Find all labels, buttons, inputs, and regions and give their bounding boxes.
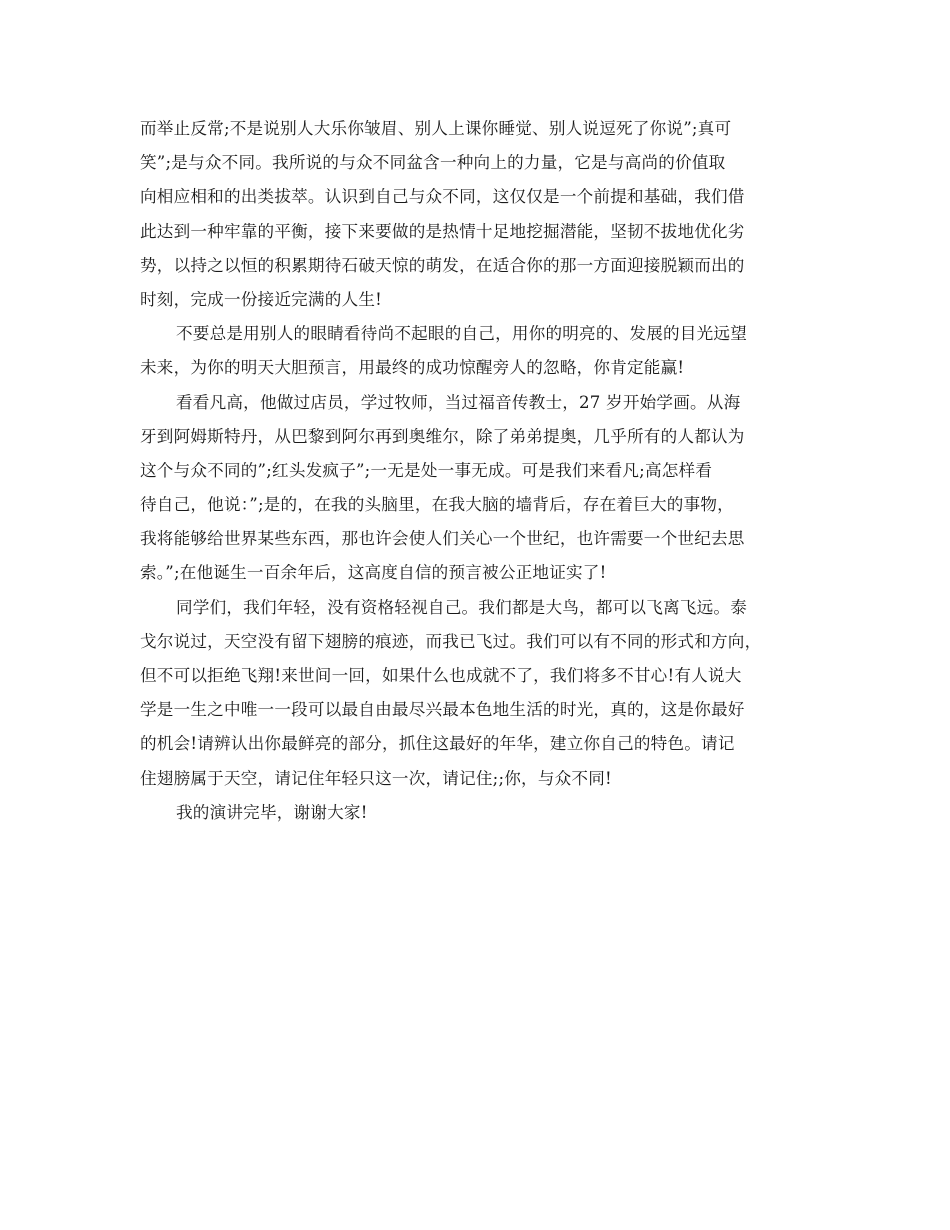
text-line: 待自己，他说：”;是的，在我的头脑里，在我大脑的墙背后，存在着巨大的事物， — [140, 495, 734, 515]
text-line: 笑”;是与众不同。我所说的与众不同盆含一种向上的力量，它是与高尚的价值取 — [140, 153, 726, 173]
text-line: 势，以持之以恒的积累期待石破天惊的萌发，在适合你的那一方面迎接脱颖而出的 — [140, 255, 745, 275]
paragraph-3 — [140, 386, 812, 591]
paragraph-1 — [140, 112, 812, 317]
paragraph-4 — [140, 591, 812, 796]
text-line: 我将能够给世界某些东西，那也许会使人们关心一个世纪，也许需要一个世纪去思 — [140, 529, 745, 549]
text-line: 时刻，完成一份接近完满的人生! — [140, 289, 382, 309]
text-line: 但不可以拒绝飞翔!来世间一回，如果什么也成就不了，我们将多不甘心!有人说大 — [140, 666, 742, 685]
text-line: 我的演讲完毕，谢谢大家! — [176, 802, 368, 822]
text-line: 戈尔说过，天空没有留下翅膀的痕迹，而我已飞过。我们可以有不同的形式和方向， — [140, 631, 762, 651]
text-line: 向相应相和的出类拔萃。认识到自己与众不同，这仅仅是一个前提和基础，我们借 — [140, 187, 745, 207]
paragraph-2 — [140, 317, 812, 385]
text-line: 牙到阿姆斯特丹，从巴黎到阿尔再到奥维尔，除了弟弟提奥，几乎所有的人都认为 — [140, 426, 745, 446]
text-line: 的机会!请辨认出你最鲜亮的部分，抓住这最好的年华，建立你自己的特色。请记 — [140, 734, 735, 754]
text-line: 看看凡高，他做过店员，学过牧师，当过福音传教士，27 岁开始学画。从海 — [176, 392, 741, 412]
text-line: 不要总是用别人的眼睛看待尚不起眼的自己，用你的明亮的、发展的目光远望 — [176, 324, 747, 344]
text-line: 而举止反常;不是说别人大乐你皱眉、别人上课你睡觉、别人说逗死了你说”;真可 — [140, 119, 732, 138]
text-line: 学是一生之中唯一一段可以最自由最尽兴最本色地生活的时光，真的，这是你最好 — [140, 700, 745, 720]
text-line: 索。”;在他诞生一百余年后，这高度自信的预言被公正地证实了! — [140, 563, 607, 583]
paragraph-5 — [140, 796, 812, 830]
document-body — [140, 112, 812, 830]
text-line: 未来，为你的明天大胆预言，用最终的成功惊醒旁人的忽略，你肯定能赢! — [140, 358, 685, 378]
text-line: 住翅膀属于天空，请记住年轻只这一次，请记住;;你，与众不同! — [140, 768, 612, 788]
text-line: 这个与众不同的”;红头发疯子”;一无是处一事无成。可是我们来看凡;高怎样看 — [140, 460, 713, 480]
text-line: 此达到一种牢靠的平衡，接下来要做的是热情十足地挖掘潜能，坚韧不拔地优化劣 — [140, 221, 745, 241]
text-line: 同学们，我们年轻，没有资格轻视自己。我们都是大鸟，都可以飞离飞远。泰 — [176, 597, 747, 617]
